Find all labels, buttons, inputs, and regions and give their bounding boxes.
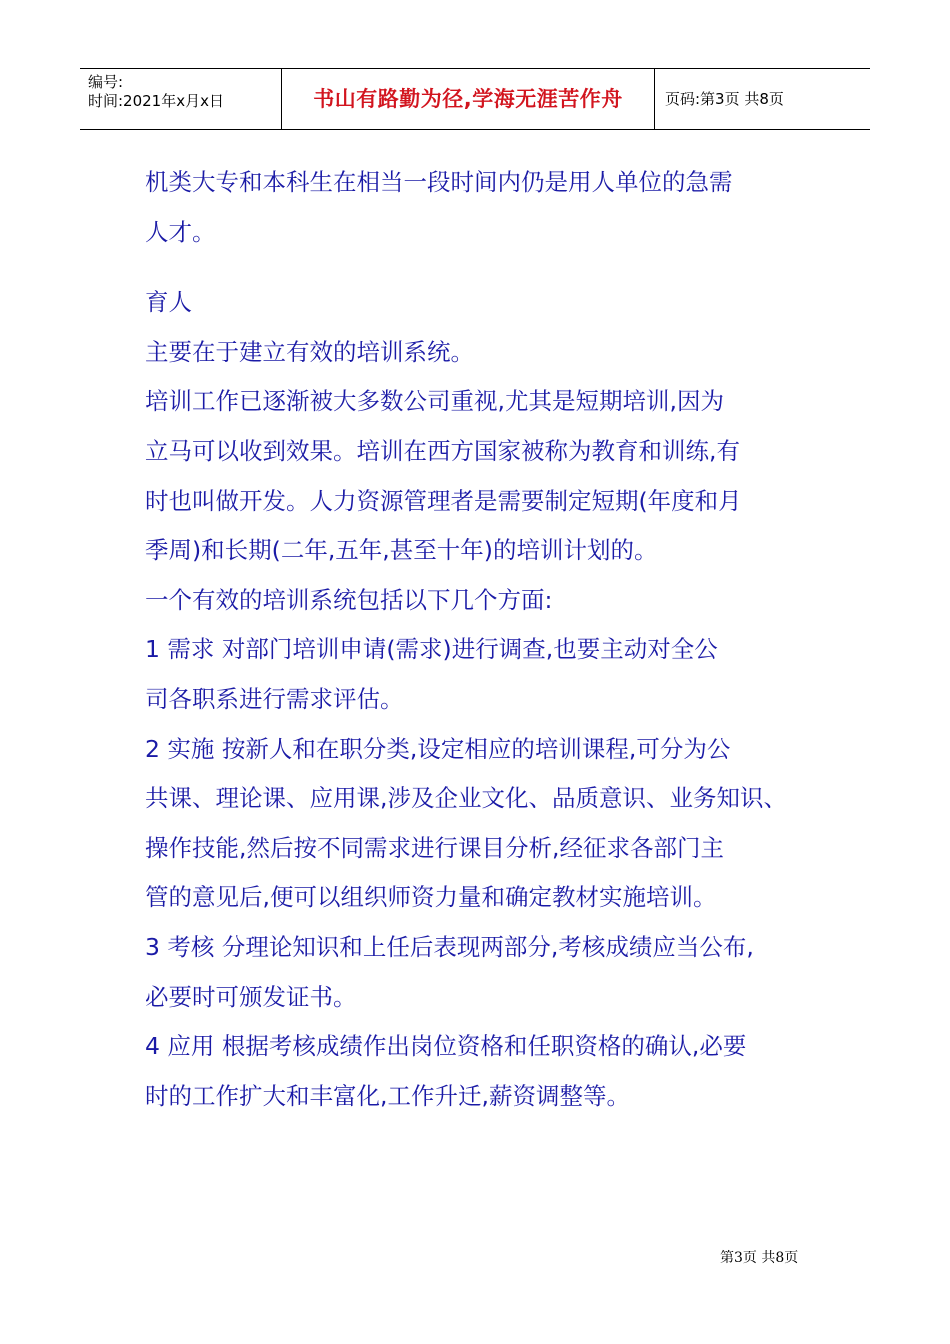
- list-item-line: 必要时可颁发证书。: [145, 982, 357, 1011]
- section-heading: 育人: [145, 288, 192, 317]
- document-time-label: 时间:2021年x月x日: [88, 92, 224, 110]
- list-item-line: 1 需求 对部门培训申请(需求)进行调查,也要主动对全公: [145, 635, 718, 664]
- body-line: 人才。: [145, 217, 216, 246]
- paragraph-gap: [145, 257, 817, 278]
- list-item-line: 4 应用 根据考核成绩作出岗位资格和任职资格的确认,必要: [145, 1032, 747, 1061]
- body-line: 季周)和长期(二年,五年,甚至十年)的培训计划的。: [145, 536, 658, 565]
- header-meta: [80, 69, 281, 129]
- body-line: 一个有效的培训系统包括以下几个方面:: [145, 585, 553, 614]
- list-item-line: 2 实施 按新人和在职分类,设定相应的培训课程,可分为公: [145, 734, 731, 763]
- page-footer: 第3页 共8页: [720, 1250, 799, 1266]
- page-header: [80, 68, 870, 130]
- body-line: 机类大专和本科生在相当一段时间内仍是用人单位的急需: [145, 168, 733, 196]
- body-line: 主要在于建立有效的培训系统。: [145, 337, 474, 366]
- list-item-line: 操作技能,然后按不同需求进行课目分析,经征求各部门主: [145, 833, 724, 862]
- list-item-line: 时的工作扩大和丰富化,工作升迁,薪资调整等。: [145, 1081, 630, 1110]
- list-item-line: 共课、理论课、应用课,涉及企业文化、品质意识、业务知识、: [145, 784, 787, 813]
- body-line: 培训工作已逐渐被大多数公司重视,尤其是短期培训,因为: [145, 387, 724, 416]
- list-item-line: 3 考核 分理论知识和上任后表现两部分,考核成绩应当公布,: [145, 932, 754, 961]
- document-body: [145, 158, 817, 1121]
- header-page-info: 页码:第3页 共8页: [665, 90, 784, 108]
- body-line: 时也叫做开发。人力资源管理者是需要制定短期(年度和月: [145, 486, 742, 515]
- document-number-label: 编号:: [88, 73, 124, 91]
- header-motto: 书山有路勤为径,学海无涯苦作舟: [281, 69, 655, 129]
- list-item-line: 司各职系进行需求评估。: [145, 684, 404, 713]
- list-item-line: 管的意见后,便可以组织师资力量和确定教材实施培训。: [145, 883, 717, 912]
- body-line: 立马可以收到效果。培训在西方国家被称为教育和训练,有: [145, 436, 740, 465]
